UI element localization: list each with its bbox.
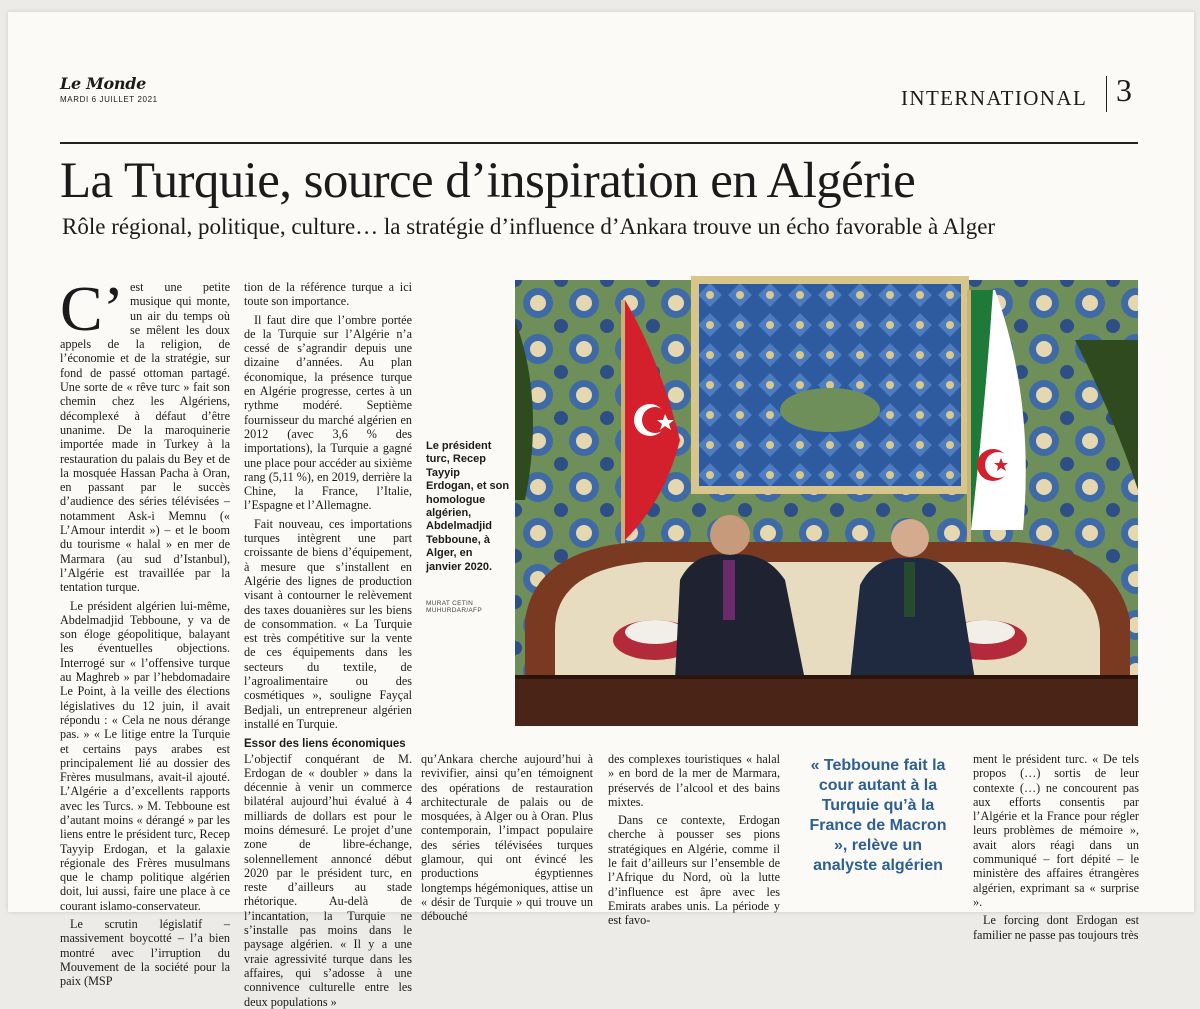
paragraph: Fait nouveau, ces importations turques intègrent une part croissante de biens d’équipement, à mesure que s’installent en Algérie des lignes de production visant à contourner le relèvement des taxes douanières sur les biens de consommation. « La Turquie est très compétitive sur la vente de ces équipements dans les secteurs du textile, de l’agroalimentaire ou des cosmétiques », souligne Fayçal Bedjali, un entrepreneur algérien installé en Turquie. — [244, 516, 412, 731]
page-number: 3 — [1116, 72, 1132, 108]
brand-logo: Le Monde — [60, 74, 146, 93]
divider — [1106, 76, 1107, 112]
photo-illustration — [515, 280, 1138, 726]
headline: La Turquie, source d’inspiration en Algérie — [60, 153, 916, 209]
pull-quote-text: « Tebboune fait la cour autant à la Turquie qu’à la France de Macron », — [809, 757, 947, 854]
paragraph: Le forcing dont Erdogan est familier ne passe pas toujours très — [973, 913, 1139, 942]
paragraph: est une petite musique qui monte, un air du temps où se mêlent les doux appels de la religion, de l’économie et de la stratégie, sur fond de passé ottoman partagé. Une sorte de « rêve turc » fait son chemin chez les Algériens, décomplexé à défaut d’être unanime. De la maroquinerie importée made in Turkey à la restauration du palais du Bey et de la mosquée Hassan Pacha à Oran, en passant par le succès d’audience des séries télévisées – notamment Ask-i Memnu (« L’Amour interdit ») – et le boom du tourisme « halal » en mer de Marmara (au sud d’Istanbul), l’Algérie est travaillée par la tentation turque. — [60, 280, 230, 595]
paragraph: Le scrutin législatif – massivement boycotté – l’a bien montré avec l’irruption du Mouvement de la société pour la paix (MSP — [60, 917, 230, 989]
paragraph: tion de la référence turque a ici toute son importance. — [244, 280, 412, 309]
subtitle: Rôle régional, politique, culture… la stratégie d’influence d’Ankara trouve un écho favorable à Alger — [62, 214, 996, 239]
article-column-2 — [244, 280, 412, 1009]
issue-date: MARDI 6 JUILLET 2021 — [60, 95, 158, 104]
paragraph: L’objectif conquérant de M. Erdogan de « doubler » dans la décennie à venir un commerce bilatéral aujourd’hui évalué à 4 milliards de dollars est pour le moins démesuré. Le projet d’une zone de libre-échange, solennellement annoncé début 2020 par le président turc, en reste d’ailleurs au stade rhétorique. Au-delà de l’incantation, la Turquie ne s’installe pas moins dans le paysage algérien. « Il y a une vraie agressivité turque dans les affaires, qui s’adosse à une connivence culturelle entre les deux populations » — [244, 751, 412, 1009]
newspaper-page — [8, 12, 1194, 1009]
paragraph: Dans ce contexte, Erdogan cherche à pousser ses pions stratégiques en Algérie, comme il le fait d’ailleurs sur l’ensemble de l’Afrique du Nord, où la lutte d’influence est âpre avec les Emirats arabes unis. La période y est favo- — [608, 813, 780, 928]
paragraph: Il faut dire que l’ombre portée de la Turquie sur l’Algérie n’a cessé de s’agrandir depuis une dizaine d’années. Au plan économique, la présence turque en Algérie progresse, certes à un rythme modéré. Septième fournisseur du marché algérien en 2012 (avec 3,6 % des importations), la Turquie a gagné une place pour accéder au sixième rang (5,11 %), en 2019, derrière la Chine, la France, l’Italie, l’Espagne et l’Allemagne. — [244, 312, 412, 513]
section-heading: Essor des liens économiques — [244, 738, 406, 751]
article-column-3 — [421, 752, 593, 924]
masthead — [60, 74, 158, 104]
header-rule — [60, 142, 1138, 144]
article-column-4 — [608, 752, 780, 928]
article-column-6 — [973, 752, 1139, 942]
drop-cap: C’ — [60, 273, 124, 344]
paragraph: ment le président turc. « De tels propos (…) sortis de leur contexte (…) ne concourent pas aux efforts consentis par l’Algérie et la France pour régler leurs problèmes de mémoire », avait alors réagi dans un communiqué – fort dépité – le ministère des affaires étrangères algérien, exprimant sa « surprise ». — [973, 752, 1139, 909]
paragraph: des complexes touristiques « halal » en bord de la mer de Marmara, préservés de l’alcool et des bains mixtes. — [608, 752, 780, 809]
paragraph: qu’Ankara cherche aujourd’hui à revivifier, ainsi qu’en témoignent des opérations de restauration architecturale de palais ou de mosquées, à Alger ou à Oran. Plus contemporain, l’impact populaire des séries télévisées turques glamour, qui ont évincé les productions égyptiennes longtemps hégémoniques, attise un « désir de Turquie » qui trouve un débouché — [421, 752, 593, 924]
article-photo — [515, 280, 1138, 726]
pull-quote-attribution: relève un analyste algérien — [813, 837, 943, 874]
section-title: INTERNATIONAL — [901, 86, 1088, 110]
photo-credit: MURAT CETIN MUHURDAR/AFP — [426, 600, 482, 614]
paragraph: Le président algérien lui-même, Abdelmadjid Tebboune, y va de son éloge géopolitique, balayant les éventuelles objections. Interrogé sur « l’offensive turque au Maghreb » par l’hebdomadaire Le Point, à la veille des élections législatives du 12 juin, il avait répondu : « Cela ne nous dérange pas. » « Le litige entre la Turquie et certains pays arabes est principalement lié au dossier des Frères musulmans, avait-il ajouté. L’Algérie a d’excellents rapports avec les Turcs. » M. Tebboune est d’autant moins « dérangé » par les liens entre le président turc, Recep Tayyip Erdogan, et la galaxie régionale des Frères musulmans que le champ politique algérien doit, lui aussi, faire une place à ce courant islamo-conservateur. — [60, 598, 230, 913]
photo-caption: Le président turc, Recep Tayyip Erdogan, et son homologue algérien, Abdelmadjid Tebboune, à Alger, en janvier 2020. — [426, 440, 510, 573]
article-column-1 — [60, 273, 230, 989]
pull-quote — [803, 756, 953, 876]
